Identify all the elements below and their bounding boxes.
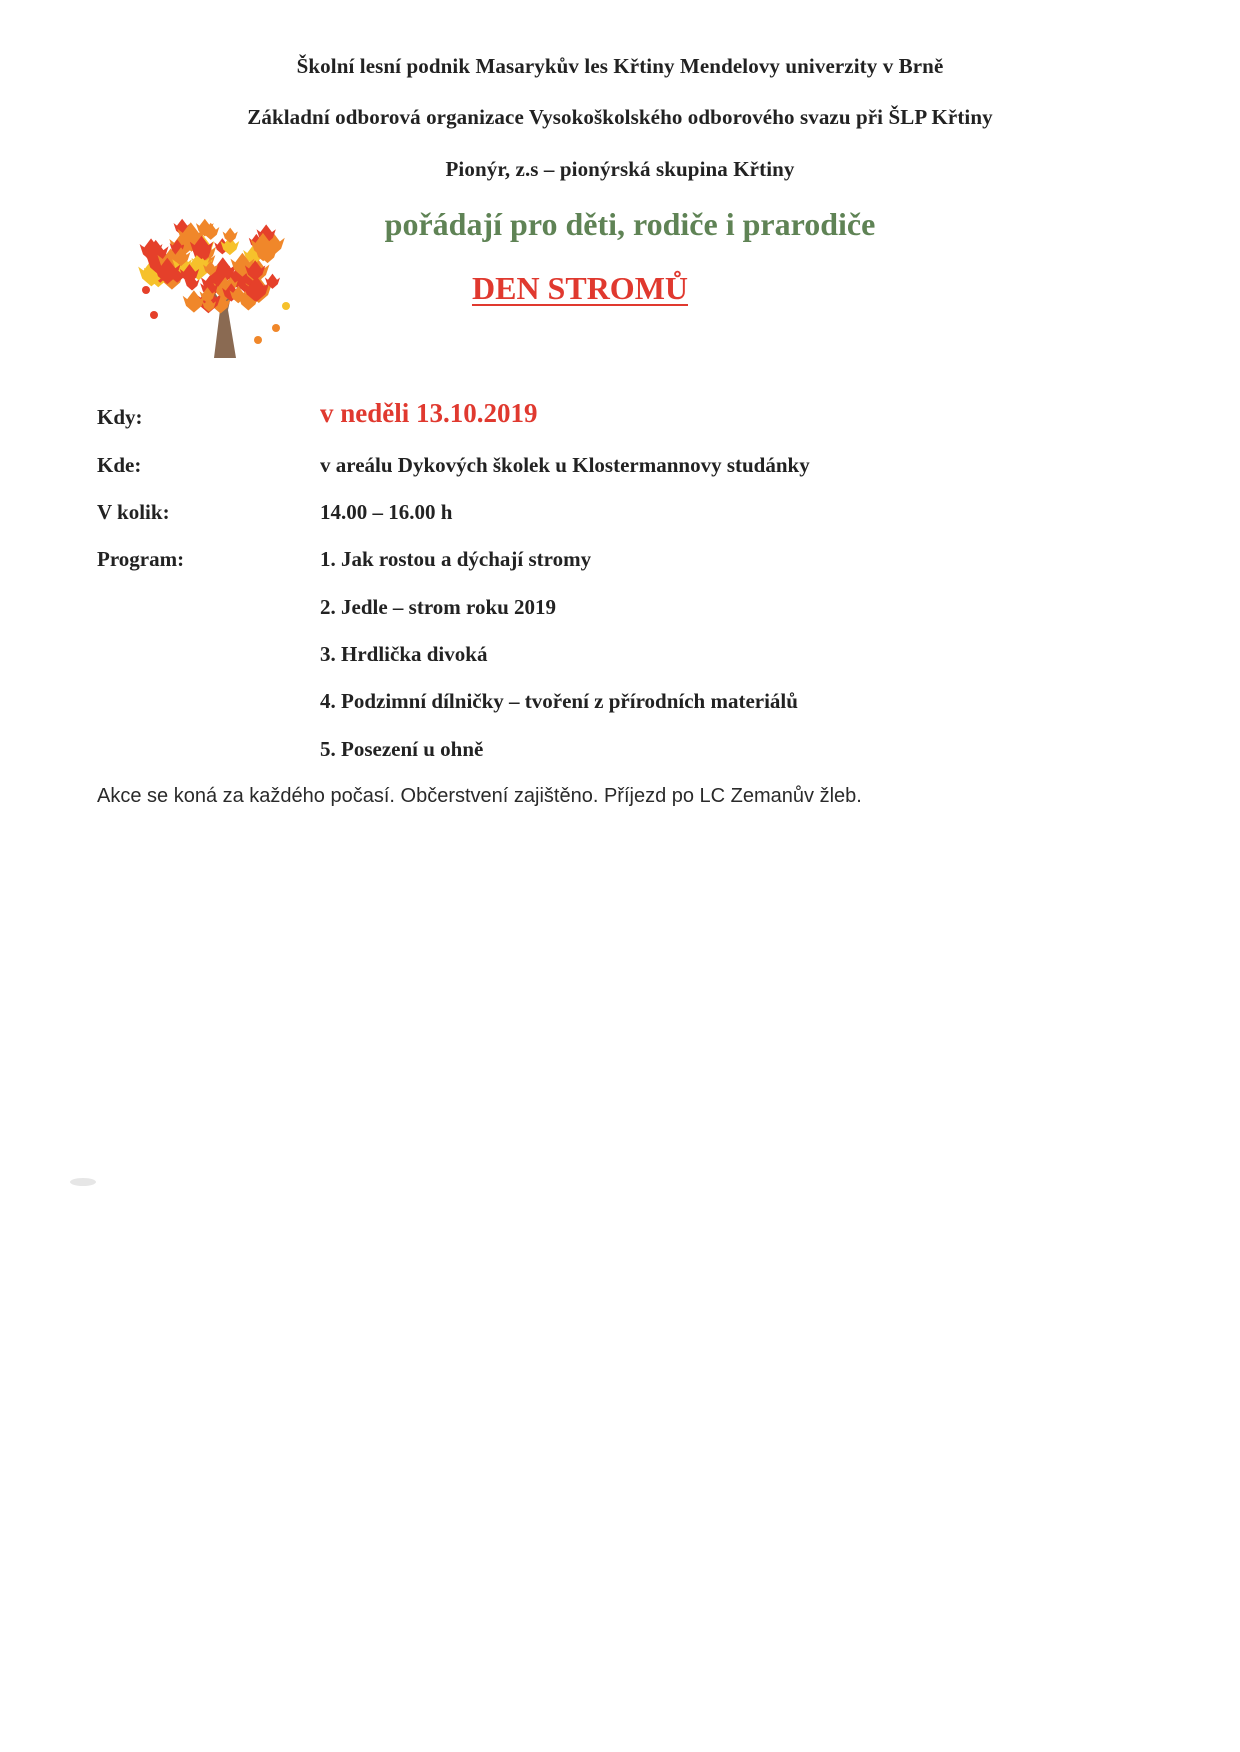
autumn-tree-icon bbox=[136, 210, 296, 360]
falling-leaf bbox=[282, 302, 290, 310]
falling-leaf bbox=[254, 336, 262, 344]
event-subtitle: pořádají pro děti, rodiče i prarodiče bbox=[384, 206, 876, 242]
falling-leaf bbox=[272, 324, 280, 332]
program-item: 5. Posezení u ohně bbox=[320, 737, 484, 761]
time-label: V kolik: bbox=[97, 500, 170, 524]
where-label: Kde: bbox=[97, 453, 142, 477]
falling-leaf bbox=[142, 286, 150, 294]
event-title: DEN STROMŮ bbox=[471, 270, 688, 306]
program-item: 2. Jedle – strom roku 2019 bbox=[320, 595, 557, 619]
when-label: Kdy: bbox=[97, 405, 143, 429]
autumn-tree-graphic bbox=[136, 210, 296, 360]
tree-foliage bbox=[138, 219, 290, 344]
organizer-line-2: Základní odborová organizace Vysokoškolského odborového svazu při ŠLP Křtiny bbox=[247, 105, 993, 129]
organizer-line-3: Pionýr, z.s – pionýrská skupina Křtiny bbox=[445, 157, 795, 181]
when-value: v neděli 13.10.2019 bbox=[320, 398, 538, 428]
program-item: 1. Jak rostou a dýchají stromy bbox=[320, 547, 592, 571]
program-item: 4. Podzimní dílničky – tvoření z přírodních materiálů bbox=[320, 689, 798, 713]
footer-note: Akce se koná za každého počasí. Občerstvení zajištěno. Příjezd po LC Zemanův žleb. bbox=[97, 785, 862, 807]
program-label: Program: bbox=[97, 547, 185, 571]
leaf bbox=[223, 228, 238, 243]
program-item: 3. Hrdlička divoká bbox=[320, 642, 488, 666]
falling-leaf bbox=[150, 311, 158, 319]
where-value: v areálu Dykových školek u Klostermannovy studánky bbox=[320, 453, 810, 477]
organizer-line-1: Školní lesní podnik Masarykův les Křtiny Mendelovy univerzity v Brně bbox=[296, 54, 944, 78]
scan-speck bbox=[70, 1178, 96, 1186]
time-value: 14.00 – 16.00 h bbox=[320, 500, 453, 524]
